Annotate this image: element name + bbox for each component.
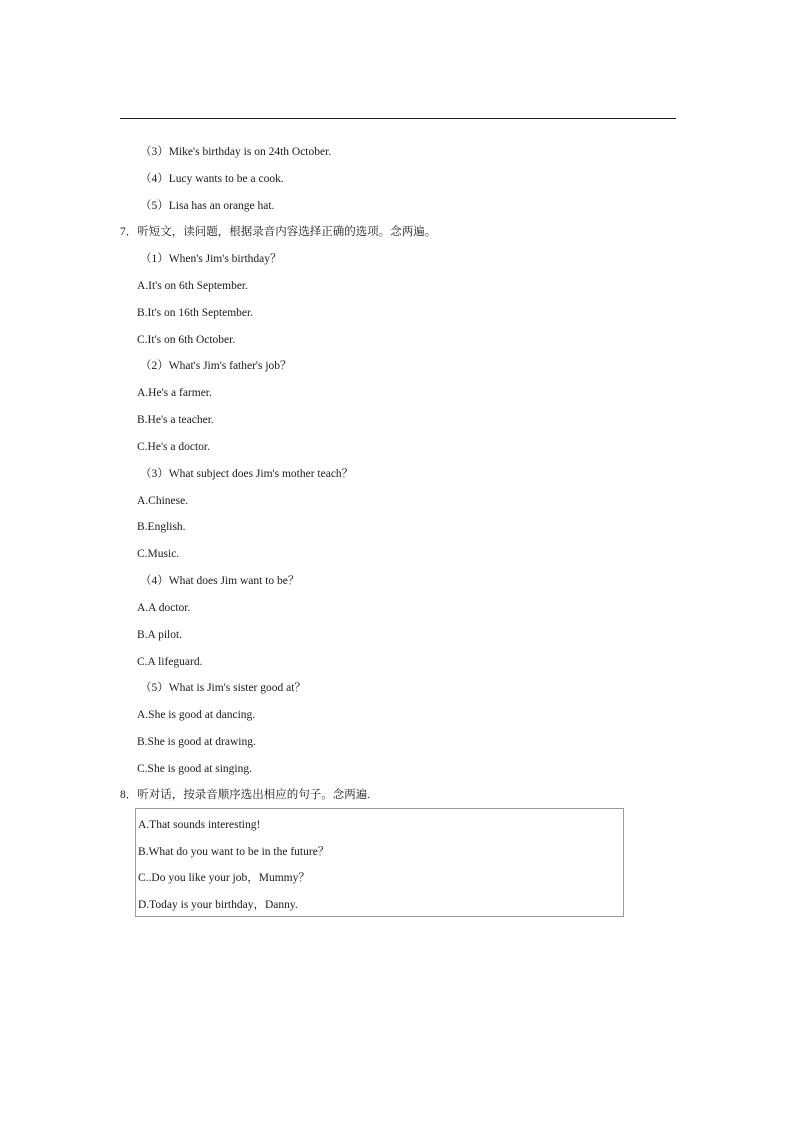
q7-5-option-a: A.She is good at dancing. bbox=[137, 709, 256, 721]
q7-1-option-c: C.It's on 6th October. bbox=[137, 334, 236, 346]
q7-1-option-b: B.It's on 16th September. bbox=[137, 307, 254, 319]
statement-4: （4）Lucy wants to be a cook. bbox=[140, 173, 284, 185]
q8-options-box bbox=[135, 808, 624, 917]
q7-4-option-a: A.A doctor. bbox=[137, 602, 191, 614]
q7-1-option-a: A.It's on 6th September. bbox=[137, 280, 248, 292]
q7-5-option-b: B.She is good at drawing. bbox=[137, 736, 256, 748]
q7-question-2: （2）What's Jim's father's job？ bbox=[140, 360, 292, 372]
q7-3-option-b: B.English. bbox=[137, 521, 186, 533]
q8-option-d: D.Today is your birthday，Danny. bbox=[138, 899, 298, 911]
statement-3: （3）Mike's birthday is on 24th October. bbox=[140, 146, 332, 158]
q8-option-c: C..Do you like your job，Mummy？ bbox=[138, 872, 310, 884]
q7-2-option-b: B.He's a teacher. bbox=[137, 414, 214, 426]
q7-5-option-c: C.She is good at singing. bbox=[137, 763, 253, 775]
q7-4-option-b: B.A pilot. bbox=[137, 629, 183, 641]
q7-4-option-c: C.A lifeguard. bbox=[137, 656, 203, 668]
q8-option-b: B.What do you want to be in the future？ bbox=[138, 846, 330, 858]
q7-question-4: （4）What does Jim want to be？ bbox=[140, 575, 300, 587]
statement-5: （5）Lisa has an orange hat. bbox=[140, 200, 275, 212]
q7-question-3: （3）What subject does Jim's mother teach？ bbox=[140, 468, 354, 480]
q7-question-1: （1）When's Jim's birthday？ bbox=[140, 253, 282, 265]
header-rule bbox=[120, 118, 676, 119]
q7-3-option-c: C.Music. bbox=[137, 548, 180, 560]
question-7-instruction: 7．听短文，读问题，根据录音内容选择正确的选项。念两遍。 bbox=[120, 226, 437, 238]
q7-2-option-a: A.He's a farmer. bbox=[137, 387, 212, 399]
question-8-instruction: 8．听对话，按录音顺序选出相应的句子。念两遍. bbox=[120, 789, 371, 801]
q7-question-5: （5）What is Jim's sister good at？ bbox=[140, 682, 306, 694]
q7-3-option-a: A.Chinese. bbox=[137, 495, 189, 507]
q8-option-a: A.That sounds interesting! bbox=[138, 819, 261, 831]
q7-2-option-c: C.He's a doctor. bbox=[137, 441, 210, 453]
